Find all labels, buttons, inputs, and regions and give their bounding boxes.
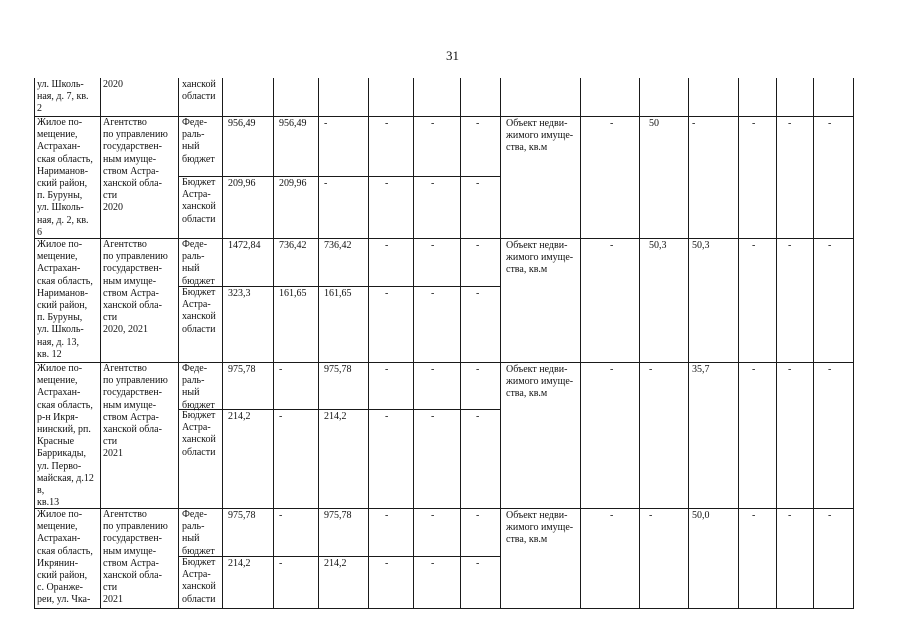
- federal-amount: -: [279, 364, 283, 375]
- regional-amount: -: [385, 558, 389, 569]
- table-vline: [178, 78, 179, 608]
- indicator-value: -: [828, 240, 832, 251]
- regional-amount: -: [431, 558, 435, 569]
- table-vline: [100, 78, 101, 608]
- funding-source-federal: Феде- раль- ный бюджет: [182, 239, 215, 287]
- table-vline: [368, 78, 369, 608]
- federal-amount: -: [431, 118, 435, 129]
- federal-amount: 956,49: [279, 118, 307, 129]
- federal-amount: 975,78: [324, 364, 352, 375]
- indicator-value: 50,0: [692, 510, 710, 521]
- recipient-cell: Агентство по управлению государствен- ным имуще- ством Астра- ханской обла- сти 2020, 2021: [103, 239, 168, 336]
- indicator-value: -: [788, 118, 792, 129]
- table-split-line: [178, 409, 500, 410]
- indicator-value: -: [752, 240, 756, 251]
- regional-amount: 214,2: [324, 558, 347, 569]
- funding-source-regional: Бюджет Астра- ханской области: [182, 177, 216, 225]
- regional-amount: 161,65: [324, 288, 352, 299]
- table-vline: [318, 78, 319, 608]
- address-cell: Жилое по- мещение, Астрахан- ская область, Нариманов- ский район, п. Буруны, ул. Школь- ная, д. 13, кв. 12: [37, 239, 93, 360]
- regional-amount: -: [385, 411, 389, 422]
- federal-amount: 975,78: [228, 364, 256, 375]
- address-cell: Жилое по- мещение, Астрахан- ская область, Нариманов- ский район, п. Буруны, ул. Школь- ная, д. 2, кв. 6: [37, 117, 93, 238]
- federal-amount: 1472,84: [228, 240, 261, 251]
- funding-source-federal: Феде- раль- ный бюджет: [182, 363, 215, 411]
- indicator-value: -: [610, 240, 614, 251]
- regional-amount: -: [324, 178, 328, 189]
- regional-amount: 214,2: [228, 558, 251, 569]
- table-split-line: [178, 556, 500, 557]
- funding-source-federal: Феде- раль- ный бюджет: [182, 509, 215, 557]
- indicator-value: -: [649, 364, 653, 375]
- table-vline: [853, 78, 854, 608]
- regional-amount: -: [476, 178, 480, 189]
- table-split-line: [178, 176, 500, 177]
- indicator-value: -: [610, 364, 614, 375]
- regional-amount: 323,3: [228, 288, 251, 299]
- regional-amount: -: [476, 411, 480, 422]
- regional-amount: -: [279, 411, 283, 422]
- indicator-value: -: [828, 364, 832, 375]
- regional-amount: 209,96: [228, 178, 256, 189]
- funding-source-regional: Бюджет Астра- ханской области: [182, 287, 216, 335]
- indicator-value: -: [788, 510, 792, 521]
- funding-source-regional: Бюджет Астра- ханской области: [182, 410, 216, 458]
- indicator-value: -: [788, 364, 792, 375]
- federal-amount: -: [431, 510, 435, 521]
- indicator-value: -: [788, 240, 792, 251]
- table-vline: [813, 78, 814, 608]
- address-cell: Жилое по- мещение, Астрахан- ская область, р-н Икря- нинский, рп. Красные Баррикады, ул. Перво- майская, д.12 в, кв.13: [37, 363, 94, 509]
- federal-amount: -: [476, 510, 480, 521]
- recipient-cell: Агентство по управлению государствен- ным имуще- ством Астра- ханской обла- сти 2021: [103, 509, 168, 606]
- regional-amount: 214,2: [324, 411, 347, 422]
- federal-amount: -: [431, 240, 435, 251]
- funding-source-federal: ханской области: [182, 79, 216, 103]
- federal-amount: -: [385, 510, 389, 521]
- federal-amount: -: [476, 118, 480, 129]
- table-vline: [460, 78, 461, 608]
- indicator-value: -: [610, 118, 614, 129]
- federal-amount: 975,78: [228, 510, 256, 521]
- indicator-value: 50: [649, 118, 659, 129]
- regional-amount: -: [431, 178, 435, 189]
- federal-amount: 736,42: [324, 240, 352, 251]
- page-number: 31: [446, 48, 459, 63]
- regional-amount: 214,2: [228, 411, 251, 422]
- address-cell: ул. Школь- ная, д. 7, кв. 2: [37, 79, 89, 115]
- indicator-value: -: [752, 118, 756, 129]
- table-vline: [222, 78, 223, 608]
- indicator-value: 35,7: [692, 364, 710, 375]
- federal-amount: -: [385, 118, 389, 129]
- regional-amount: -: [476, 558, 480, 569]
- regional-amount: -: [385, 178, 389, 189]
- indicator-cell: Объект недви- жимого имуще- ства, кв.м: [506, 118, 574, 154]
- table-hline: [34, 608, 854, 609]
- indicator-value: -: [828, 510, 832, 521]
- table-split-line: [178, 286, 500, 287]
- address-cell: Жилое по- мещение, Астрахан- ская область, Икрянин- ский район, с. Оранже- реи, ул. Чка-: [37, 509, 93, 606]
- federal-amount: -: [279, 510, 283, 521]
- federal-amount: -: [385, 364, 389, 375]
- regional-amount: -: [431, 288, 435, 299]
- table-vline: [500, 78, 501, 608]
- indicator-value: -: [752, 510, 756, 521]
- regional-amount: -: [476, 288, 480, 299]
- indicator-value: -: [610, 510, 614, 521]
- regional-amount: -: [431, 411, 435, 422]
- federal-amount: 975,78: [324, 510, 352, 521]
- recipient-cell: Агентство по управлению государствен- ным имуще- ством Астра- ханской обла- сти 2021: [103, 363, 168, 460]
- table-vline: [34, 78, 35, 608]
- table-vline: [639, 78, 640, 608]
- table-vline: [688, 78, 689, 608]
- federal-amount: 956,49: [228, 118, 256, 129]
- indicator-value: -: [828, 118, 832, 129]
- table-vline: [776, 78, 777, 608]
- federal-amount: -: [324, 118, 328, 129]
- indicator-cell: Объект недви- жимого имуще- ства, кв.м: [506, 240, 574, 276]
- federal-amount: 736,42: [279, 240, 307, 251]
- table-vline: [413, 78, 414, 608]
- regional-amount: -: [385, 288, 389, 299]
- indicator-value: 50,3: [649, 240, 667, 251]
- funding-source-federal: Феде- раль- ный бюджет: [182, 117, 215, 165]
- federal-amount: -: [431, 364, 435, 375]
- regional-amount: 209,96: [279, 178, 307, 189]
- federal-amount: -: [385, 240, 389, 251]
- recipient-cell: Агентство по управлению государствен- ным имуще- ством Астра- ханской обла- сти 2020: [103, 117, 168, 214]
- table-vline: [738, 78, 739, 608]
- indicator-cell: Объект недви- жимого имуще- ства, кв.м: [506, 510, 574, 546]
- indicator-cell: Объект недви- жимого имуще- ства, кв.м: [506, 364, 574, 400]
- indicator-value: -: [752, 364, 756, 375]
- table-vline: [273, 78, 274, 608]
- indicator-value: -: [692, 118, 696, 129]
- federal-amount: -: [476, 240, 480, 251]
- indicator-value: -: [649, 510, 653, 521]
- regional-amount: -: [279, 558, 283, 569]
- funding-source-regional: Бюджет Астра- ханской области: [182, 557, 216, 605]
- recipient-cell: 2020: [103, 79, 123, 90]
- regional-amount: 161,65: [279, 288, 307, 299]
- table-vline: [580, 78, 581, 608]
- federal-amount: -: [476, 364, 480, 375]
- indicator-value: 50,3: [692, 240, 710, 251]
